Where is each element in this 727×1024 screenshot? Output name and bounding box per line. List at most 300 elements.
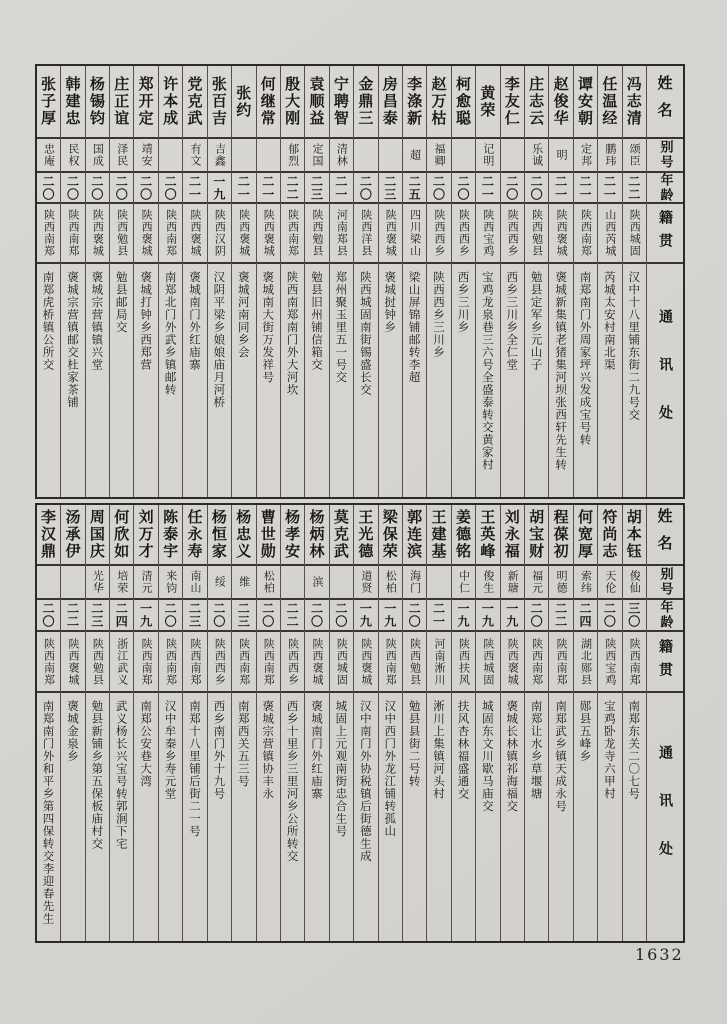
name-cell [598, 505, 621, 566]
alias-cell [452, 566, 475, 600]
native-place-cell-text: 陕西宝鸡 [481, 209, 495, 257]
person-column [109, 505, 133, 941]
native-place-cell-text: 陕西汉阴 [213, 209, 227, 257]
age-cell [598, 173, 621, 204]
alias-cell-text: 国成 [91, 143, 105, 167]
age-cell [476, 173, 499, 204]
native-place-cell-text: 陕西勉县 [408, 637, 422, 686]
native-place-cell-text: 陕西勉县 [115, 209, 129, 257]
age-cell-text: 一九 [211, 174, 226, 201]
person-column [500, 505, 524, 941]
native-place-cell [281, 204, 304, 264]
age-cell-text: 二二 [626, 174, 641, 201]
name-cell-text: 黄荣 [478, 84, 497, 119]
native-place-cell [501, 204, 524, 264]
person-column [353, 505, 377, 941]
person-column [60, 505, 84, 941]
name-cell [37, 66, 60, 139]
native-place-cell [305, 204, 328, 264]
address-cell [476, 264, 499, 497]
name-cell [232, 66, 255, 139]
native-place-cell [403, 632, 426, 693]
age-cell-text: 一九 [480, 602, 495, 628]
age-cell-text: 二〇 [455, 174, 470, 201]
native-place-cell-text: 陕西南郑 [164, 209, 178, 257]
alias-cell-text: 泽民 [115, 143, 129, 167]
native-place-cell-text: 陕西南郑 [384, 637, 398, 686]
address-cell-text: 西乡三川乡全仁堂 [505, 271, 520, 371]
header-alias-text: 别号 [657, 567, 673, 597]
age-cell-text: 一九 [504, 602, 519, 628]
alias-cell-text: 忠庵 [42, 143, 56, 167]
native-place-cell [257, 204, 280, 264]
alias-cell [549, 139, 572, 173]
person-column [231, 66, 255, 497]
person-column [426, 66, 450, 497]
address-cell [110, 693, 133, 941]
alias-cell-text: 滨 [311, 576, 325, 588]
alias-cell [305, 566, 328, 600]
person-column [304, 66, 328, 497]
name-cell-text: 赵万枯 [429, 76, 448, 127]
age-cell-text: 一九 [382, 602, 397, 628]
person-column [402, 505, 426, 941]
native-place-cell-text: 陕西褒城 [237, 209, 251, 257]
address-cell [330, 693, 353, 941]
alias-cell-text: 明德 [555, 570, 569, 594]
age-cell [525, 173, 548, 204]
address-cell [379, 693, 402, 941]
alias-cell-text: 定国 [311, 143, 325, 167]
address-cell [525, 264, 548, 497]
name-cell-text: 袁顺益 [307, 76, 326, 127]
name-cell-text: 殷大刚 [283, 76, 302, 127]
name-cell [549, 66, 572, 139]
name-cell [501, 505, 524, 566]
address-cell-text: 淅川上集镇河头村 [432, 700, 447, 800]
name-cell-text: 周国庆 [87, 509, 106, 560]
address-cell [37, 693, 60, 941]
native-place-cell-text: 湖北郧县 [579, 637, 593, 686]
name-cell-text: 程葆初 [551, 509, 570, 560]
alias-cell-text: 超 [408, 149, 422, 161]
age-cell [281, 600, 304, 632]
name-cell [427, 505, 450, 566]
age-cell [427, 173, 450, 204]
age-cell [427, 600, 450, 632]
alias-cell-text: 道贤 [359, 570, 373, 594]
address-cell-text: 勉县定军乡元山子 [529, 271, 544, 371]
age-cell [159, 173, 182, 204]
address-cell [305, 693, 328, 941]
age-cell [379, 600, 402, 632]
age-cell-text: 二〇 [358, 174, 373, 201]
name-cell-text: 冯志清 [624, 76, 643, 127]
name-cell-text: 许本成 [161, 76, 180, 127]
alias-cell [110, 139, 133, 173]
native-place-cell [110, 632, 133, 693]
alias-cell-text: 索纬 [579, 570, 593, 594]
alias-cell [281, 566, 304, 600]
age-cell [574, 600, 597, 632]
person-column [622, 505, 646, 941]
name-cell [281, 66, 304, 139]
address-cell-text: 西乡十里乡三里河乡公所转交 [285, 700, 300, 863]
alias-cell-text: 记明 [481, 143, 495, 167]
alias-cell [525, 566, 548, 600]
name-cell [623, 505, 646, 566]
native-place-cell [501, 632, 524, 693]
native-place-cell [330, 632, 353, 693]
age-cell-text: 二四 [577, 602, 592, 628]
address-cell-text: 郑州聚玉里五一号交 [334, 271, 349, 384]
header-native-place [647, 204, 683, 264]
native-place-cell-text: 陕西褒城 [359, 637, 373, 686]
address-cell [574, 264, 597, 497]
name-cell [208, 66, 231, 139]
native-place-cell-text: 陕西南郑 [628, 637, 642, 686]
name-cell [549, 505, 572, 566]
person-column [622, 66, 646, 497]
name-cell [623, 66, 646, 139]
age-cell [257, 600, 280, 632]
name-cell [183, 66, 206, 139]
alias-cell [330, 139, 353, 173]
native-place-cell [208, 204, 231, 264]
name-cell-text: 任温经 [600, 76, 619, 127]
name-cell-text: 梁保荣 [380, 509, 399, 560]
address-cell-text: 褒城南门外红庙寨 [187, 271, 202, 371]
native-place-cell-text: 陕西勉县 [530, 209, 544, 257]
age-cell [208, 600, 231, 632]
address-cell [452, 693, 475, 941]
name-cell [403, 505, 426, 566]
age-cell-text: 二〇 [602, 602, 617, 628]
name-cell [305, 505, 328, 566]
address-cell-text: 勉县旧州铺信箱交 [310, 271, 325, 371]
native-place-cell [159, 632, 182, 693]
age-cell [476, 600, 499, 632]
name-cell [110, 66, 133, 139]
address-cell-text: 南郑让水乡草堰塘 [529, 700, 544, 800]
address-cell-text: 褒城新集镇老猪集河坝张西轩先生转 [554, 271, 569, 471]
native-place-cell [281, 632, 304, 693]
address-cell-text: 南郑南门外和平乡第四保转交李迎春先生 [41, 700, 56, 925]
native-place-cell-text: 陕西褒城 [91, 209, 105, 257]
address-cell [37, 264, 60, 497]
native-place-cell [598, 204, 621, 264]
native-place-cell [232, 632, 255, 693]
address-cell [427, 264, 450, 497]
address-cell [159, 693, 182, 941]
age-cell-text: 二〇 [163, 602, 178, 628]
native-place-cell [183, 204, 206, 264]
alias-cell [623, 139, 646, 173]
native-place-cell-text: 陕西褒城 [188, 209, 202, 257]
native-place-cell [86, 632, 109, 693]
name-cell [183, 505, 206, 566]
alias-cell [525, 139, 548, 173]
native-place-cell [330, 204, 353, 264]
address-cell [281, 264, 304, 497]
age-cell [61, 173, 84, 204]
alias-cell-text: 松柏 [262, 570, 276, 594]
native-place-cell [598, 632, 621, 693]
native-place-cell [623, 632, 646, 693]
name-cell-text: 姜德铭 [453, 509, 472, 560]
alias-cell [257, 566, 280, 600]
native-place-cell-text: 陕西褒城 [140, 209, 154, 257]
header-age [647, 600, 683, 632]
native-place-cell-text: 陕西西乡 [213, 637, 227, 686]
header-native-place-text: 籍贯 [657, 638, 673, 685]
name-cell [330, 505, 353, 566]
name-cell-text: 杨恒家 [209, 509, 228, 560]
name-cell-text: 房昌泰 [380, 76, 399, 127]
address-cell-text: 宝鸡卧龙寺六甲村 [602, 700, 617, 800]
age-cell-text: 二三 [187, 602, 202, 628]
alias-cell [159, 139, 182, 173]
alias-cell-text: 乐诚 [530, 143, 544, 167]
native-place-cell-text: 陕西褒城 [384, 209, 398, 257]
alias-cell-text: 福卿 [433, 143, 447, 167]
name-cell [232, 505, 255, 566]
alias-cell [281, 139, 304, 173]
age-cell-text: 二一 [577, 174, 592, 201]
address-cell-text: 褒城挝钟乡 [383, 271, 398, 334]
age-cell [183, 600, 206, 632]
alias-cell-text: 明 [555, 149, 569, 161]
age-cell [305, 173, 328, 204]
alias-cell [257, 139, 280, 173]
native-place-cell-text: 陕西南郑 [188, 637, 202, 686]
name-cell [598, 66, 621, 139]
name-cell-text: 杨炳林 [307, 509, 326, 560]
address-cell-text: 汉阴平梁乡娘娘庙月河桥 [212, 271, 227, 409]
age-cell-text: 二〇 [41, 602, 56, 628]
alias-cell [427, 139, 450, 173]
address-cell [525, 693, 548, 941]
native-place-cell-text: 陕西褒城 [506, 637, 520, 686]
name-cell-text: 张子厚 [39, 76, 58, 127]
age-cell [134, 600, 157, 632]
age-cell-text: 二〇 [138, 174, 153, 201]
age-cell-text: 二三 [309, 174, 324, 201]
age-cell [598, 600, 621, 632]
native-place-cell-text: 浙江武义 [115, 637, 129, 686]
native-place-cell-text: 陕西洋县 [359, 209, 373, 257]
person-column [597, 66, 621, 497]
person-column [182, 66, 206, 497]
address-cell [501, 693, 524, 941]
address-cell-text: 西乡南门外十九号 [212, 700, 227, 800]
age-cell [281, 173, 304, 204]
address-cell [159, 264, 182, 497]
alias-cell [86, 566, 109, 600]
address-cell [183, 693, 206, 941]
name-cell-text: 胡本钰 [624, 509, 643, 560]
name-cell [501, 66, 524, 139]
alias-cell [159, 566, 182, 600]
alias-cell [61, 139, 84, 173]
name-cell-text: 杨锡钧 [87, 76, 106, 127]
address-cell-text: 陕西城固南街锡盛长交 [358, 271, 373, 396]
address-cell-text: 褒城长林镇祁海福交 [505, 700, 520, 813]
native-place-cell-text: 陕西城固 [481, 637, 495, 686]
address-cell-text: 南郑东关二〇七号 [627, 700, 642, 800]
native-place-cell-text: 陕西褒城 [66, 637, 80, 686]
name-cell [379, 66, 402, 139]
address-cell-text: 勉县县街二号转 [407, 700, 422, 788]
name-cell [61, 66, 84, 139]
address-cell-text: 汉中牟秦乡寿元堂 [163, 700, 178, 800]
age-cell [330, 173, 353, 204]
age-cell-text: 二一 [480, 174, 495, 201]
alias-cell-text: 中仁 [457, 570, 471, 594]
age-cell-text: 一九 [138, 602, 153, 628]
age-cell-text: 二五 [407, 174, 422, 201]
native-place-cell-text: 陕西扶风 [457, 637, 471, 686]
native-place-cell [305, 632, 328, 693]
name-cell-text: 金鼎三 [356, 76, 375, 127]
native-place-cell [574, 204, 597, 264]
native-place-cell [37, 632, 60, 693]
name-cell-text: 莫克武 [331, 509, 350, 560]
address-cell [183, 264, 206, 497]
alias-cell-text: 南山 [188, 570, 202, 594]
name-cell [354, 505, 377, 566]
age-cell-text: 二〇 [333, 602, 348, 628]
header-name [647, 66, 683, 139]
alias-cell-text: 维 [237, 576, 251, 588]
address-cell-text: 南郑北门外武乡镇邮转 [163, 271, 178, 396]
person-column [304, 505, 328, 941]
name-cell-text: 张百吉 [209, 76, 228, 127]
age-cell [86, 173, 109, 204]
address-cell-text: 褒城宗营镇协丰永 [261, 700, 276, 800]
name-cell [110, 505, 133, 566]
name-cell [476, 66, 499, 139]
name-cell [476, 505, 499, 566]
native-place-cell-text: 陕西南郑 [530, 637, 544, 686]
name-cell [208, 505, 231, 566]
person-column [597, 505, 621, 941]
name-cell [86, 66, 109, 139]
native-place-cell [549, 204, 572, 264]
address-cell-text: 汉中西门外龙江铺转孤山 [383, 700, 398, 838]
age-cell-text: 二二 [285, 602, 300, 628]
alias-cell-text: 俊生 [481, 570, 495, 594]
address-cell-text: 郧县五峰乡 [578, 700, 593, 763]
address-cell-text: 城固上元观南街忠合生号 [334, 700, 349, 838]
age-cell [354, 173, 377, 204]
native-place-cell-text: 陕西南郑 [237, 637, 251, 686]
header-age [647, 173, 683, 204]
native-place-cell-text: 陕西勉县 [311, 209, 325, 257]
address-cell [257, 264, 280, 497]
native-place-cell-text: 山西芮城 [603, 209, 617, 257]
name-cell-text: 曹世勋 [258, 509, 277, 560]
address-cell [232, 693, 255, 941]
header-address [647, 693, 683, 941]
age-cell [37, 173, 60, 204]
person-column [280, 505, 304, 941]
person-column [207, 505, 231, 941]
address-cell [574, 693, 597, 941]
age-cell-text: 二〇 [407, 602, 422, 628]
native-place-cell-text: 陕西西乡 [286, 637, 300, 686]
alias-cell [549, 566, 572, 600]
alias-cell-text: 靖安 [140, 143, 154, 167]
address-cell [134, 264, 157, 497]
header-age-text: 年龄 [657, 173, 673, 203]
header-alias [647, 139, 683, 173]
name-cell [427, 66, 450, 139]
alias-cell-text: 福元 [530, 570, 544, 594]
age-cell [501, 173, 524, 204]
native-place-cell [452, 632, 475, 693]
native-place-cell-text: 陕西褒城 [555, 209, 569, 257]
native-place-cell [110, 204, 133, 264]
name-cell-text: 李涤新 [405, 76, 424, 127]
age-cell [574, 173, 597, 204]
age-cell-text: 二二 [65, 602, 80, 628]
age-cell [623, 600, 646, 632]
person-column [500, 66, 524, 497]
alias-cell [208, 139, 231, 173]
native-place-cell [525, 632, 548, 693]
alias-cell [208, 566, 231, 600]
name-cell [281, 505, 304, 566]
native-place-cell [134, 632, 157, 693]
alias-cell [403, 566, 426, 600]
name-cell-text: 王英峰 [478, 509, 497, 560]
address-cell-text: 南郑虎桥镇公所交 [41, 271, 56, 371]
address-cell-text: 宝鸡龙泉巷三六号全盛泰转交黄家村 [480, 271, 495, 471]
directory-table-bottom [35, 503, 685, 943]
age-cell-text: 一九 [455, 602, 470, 628]
age-cell-text: 二〇 [89, 174, 104, 201]
name-cell-text: 何宽厚 [575, 509, 594, 560]
native-place-cell [354, 204, 377, 264]
native-place-cell [37, 204, 60, 264]
name-cell [61, 505, 84, 566]
name-cell-text: 刘永福 [502, 509, 521, 560]
address-cell-text: 汉中南门外协税镇后街德生成 [358, 700, 373, 863]
age-cell [134, 173, 157, 204]
header-address-text: 通讯处 [657, 745, 673, 889]
age-cell-text: 二〇 [211, 602, 226, 628]
person-column [548, 66, 572, 497]
native-place-cell [476, 204, 499, 264]
header-native-place [647, 632, 683, 693]
address-cell [598, 264, 621, 497]
age-cell-text: 二〇 [529, 602, 544, 628]
name-cell-text: 李汉鼎 [39, 509, 58, 560]
name-cell-text: 郭连滨 [405, 509, 424, 560]
age-cell-text: 二〇 [163, 174, 178, 201]
native-place-cell-text: 河南淅川 [433, 637, 447, 686]
age-cell-text: 二〇 [504, 174, 519, 201]
alias-cell [574, 566, 597, 600]
header-age-text: 年龄 [657, 600, 673, 630]
native-place-cell [134, 204, 157, 264]
alias-cell [452, 139, 475, 173]
native-place-cell [354, 632, 377, 693]
person-column [378, 505, 402, 941]
address-cell-text: 南郑武乡镇天成永号 [554, 700, 569, 813]
age-cell [305, 600, 328, 632]
